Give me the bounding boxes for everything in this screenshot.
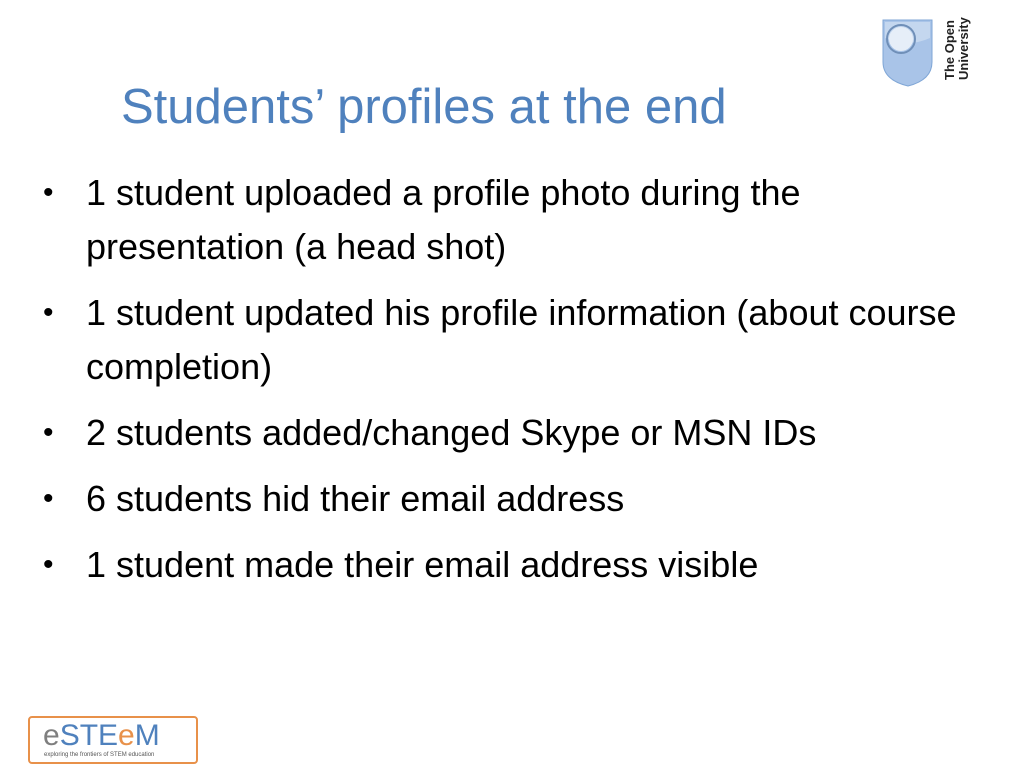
- bullet-item-5: [40, 538, 980, 592]
- bullet-list: [40, 166, 980, 604]
- bullet-text-5: 1 student made their email address visible: [86, 544, 759, 585]
- ou-logo-text: [943, 17, 971, 80]
- bullet-text-4: 6 students hid their email address: [86, 478, 625, 519]
- bullet-icon: •: [43, 416, 54, 449]
- esteem-logo-part-1: e: [43, 719, 60, 752]
- esteem-logo-part-4: M: [134, 719, 160, 752]
- bullet-text-3: 2 students added/changed Skype or MSN IDs: [86, 412, 817, 453]
- esteem-logo-wordmark: [43, 720, 160, 752]
- bullet-icon: •: [43, 176, 54, 209]
- ou-logo-line-2: University: [956, 17, 971, 80]
- bullet-text-1: 1 student uploaded a profile photo during the presentation (a head shot): [86, 172, 801, 267]
- esteem-logo-tagline: exploring the frontiers of STEM education: [44, 752, 155, 758]
- esteem-logo-part-3: e: [118, 719, 135, 752]
- bullet-item-3: [40, 406, 980, 460]
- bullet-icon: •: [43, 296, 54, 329]
- bullet-item-2: [40, 286, 980, 394]
- bullet-icon: •: [43, 482, 54, 515]
- esteem-logo-part-2: STE: [59, 719, 119, 752]
- slide-title: Students’ profiles at the end: [121, 80, 727, 134]
- esteem-logo: [28, 716, 198, 764]
- bullet-item-4: [40, 472, 980, 526]
- bullet-text-2: 1 student updated his profile information (about course completion): [86, 292, 957, 387]
- ou-logo-line-1: The Open: [942, 20, 957, 80]
- bullet-item-1: [40, 166, 980, 274]
- bullet-icon: •: [43, 548, 54, 581]
